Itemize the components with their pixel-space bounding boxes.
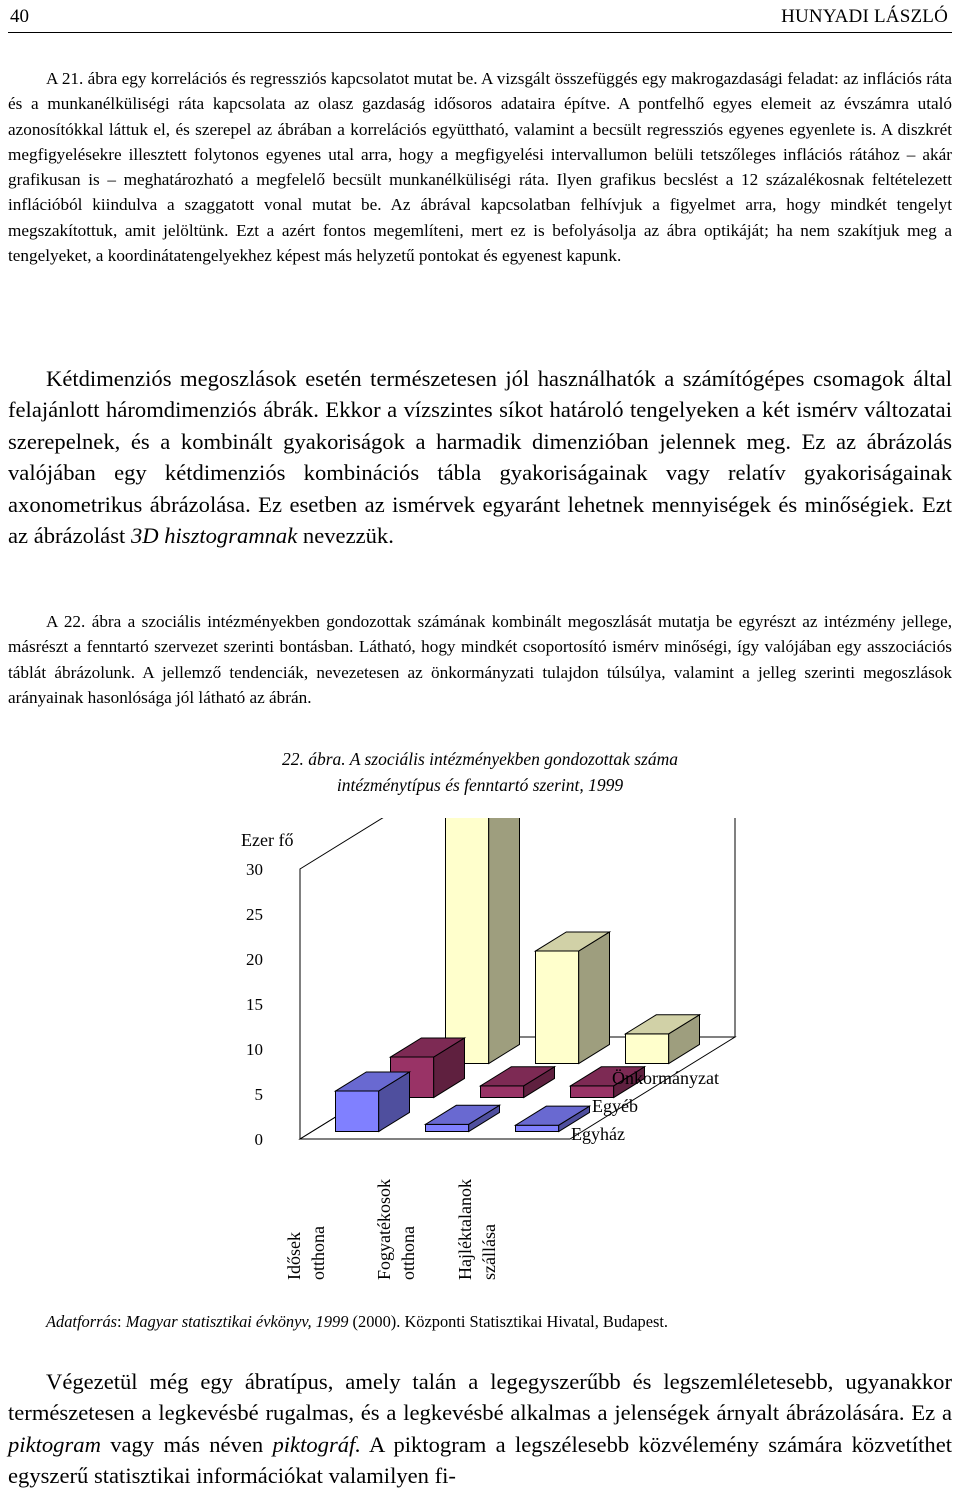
page-number: 40 xyxy=(10,6,29,27)
series-label: Önkormányzat xyxy=(612,1068,719,1088)
source-title: Magyar statisztikai évkönyv, 1999 xyxy=(125,1312,349,1331)
y-tick-label: 10 xyxy=(246,1040,263,1059)
paragraph-figure22: A 22. ábra a szociális intézményekben gondozottak számának kombinált megoszlását mutatja be egyrészt az intézmény jellege, másrészt a fenntartó szervezet szerinti bontásban. Látható, hogy mindkét csoportosító ismérv minőségi, így valójában egy asszociációs táblát ábrázolunk. A jellemző tendenciák, nevezetesen az önkormányzati tulajdon túlsúlya, valamint a jelleg szerinti megoszlások arányainak hasonlósága jól látható az ábrán. xyxy=(8,612,952,707)
bar xyxy=(446,818,520,1064)
paragraph-text: nevezzük. xyxy=(297,523,394,549)
y-tick-label: 20 xyxy=(246,950,263,969)
y-tick-label: 0 xyxy=(254,1130,263,1149)
bar-front-face xyxy=(536,951,579,1064)
bar xyxy=(626,1015,700,1064)
figure-caption-line2: intézménytípus és fenntartó szerint, 1999 xyxy=(336,775,624,795)
paragraph-figure21: A 21. ábra egy korrelációs és regressziós kapcsolatot mutat be. A vizsgált összefüggés egy makrogazdasági feladat: az inflációs ráta és a munkanélküliségi ráta kapcsolata az olasz gazdaság idősoros adataira építve. A pontfelhő egyes elemeit az évszámra utaló azonosítókkal láttuk el, és szerepel az ábrában a korrelációs együttható, valamint a becsült regressziós egyenes egyenlete is. A diszkrét megfigyelésekre illesztett folytonos egyenes utal arra, hogy a megfigyelési intervallumon belüli tetszőleges inflációs rátához – akár grafikusan is – meghatározható a megfelelő becsült munkanélküliségi ráta. Ilyen grafikus becslést a 12 százalékosnak feltételezett inflációból kiindulva a szaggatott vonal mutat be. Az ábrával kapcsolatban felhívjuk a figyelmet arra, hogy mindkét tengelyt megszakítottuk, amit jelöltünk. Ezt a azért fontos megemlíteni, mert ez is befolyásolja az ábra optikáját; ha nem szakítjuk meg a tengelyeket, a koordinátatengelyekhez képest más helyzetű pontokat és egyenest kapunk. xyxy=(8,69,952,266)
series-label: Egyéb xyxy=(592,1096,638,1116)
y-tick-label: 15 xyxy=(246,995,263,1014)
y-tick-label: 25 xyxy=(246,905,263,924)
category-label-line: otthona xyxy=(308,1226,328,1280)
term-3d-histogram: 3D hisztogramnak xyxy=(130,523,298,549)
source-label: Adatforrás xyxy=(46,1312,118,1331)
category-label xyxy=(374,1179,418,1280)
category-label xyxy=(284,1226,328,1280)
bar-front-face xyxy=(626,1034,669,1064)
category-label-line: Hajléktalanok xyxy=(455,1179,475,1280)
term-piktograf: piktográf. xyxy=(272,1431,361,1457)
bar xyxy=(481,1067,555,1098)
running-title: HUNYADI LÁSZLÓ xyxy=(781,6,948,27)
bar-front-face xyxy=(516,1125,559,1131)
y-axis-title: Ezer fő xyxy=(241,830,294,850)
source-sep: : xyxy=(117,1312,126,1331)
bar-front-face xyxy=(446,818,489,1064)
bar-side-face xyxy=(489,818,520,1064)
bar-side-face xyxy=(579,932,610,1064)
category-label-line: otthona xyxy=(398,1226,418,1280)
term-piktogram: piktogram xyxy=(8,1431,101,1457)
page-header xyxy=(8,4,952,33)
bar xyxy=(336,1072,410,1132)
bar xyxy=(426,1105,500,1131)
bar-front-face xyxy=(426,1124,469,1131)
data-source xyxy=(46,1312,668,1332)
y-tick-label: 5 xyxy=(254,1085,263,1104)
paragraph-text: vagy más néven xyxy=(100,1431,273,1457)
figure-caption-line1: 22. ábra. A szociális intézményekben gondozottak száma xyxy=(282,749,678,769)
category-label-line: Idősek xyxy=(284,1232,304,1280)
chart-plot-area xyxy=(241,818,735,1280)
paragraph-3d-histogram xyxy=(8,363,952,551)
paragraph-text: A piktogram a legszélesebb közvélemény számára közvetíthet egyszerű statisztikai információkat valamilyen fi- xyxy=(8,1431,952,1489)
bar-chart-3d xyxy=(0,818,960,1318)
y-tick-label: 30 xyxy=(246,860,263,879)
source-rest: (2000). Központi Statisztikai Hivatal, Budapest. xyxy=(348,1312,669,1331)
bar-front-face xyxy=(481,1086,524,1098)
series-label: Egyház xyxy=(571,1124,625,1144)
paragraph-pictogram xyxy=(8,1366,952,1492)
paragraph-text: Végezetül még egy ábratípus, amely talán a legegyszerűbb és legszemléletesebb, ugyanakkor természetesen a legkevésbé rugalmas, és a legkevésbé alkalmas a jelenségek árnyalt ábrázolására. Ez a xyxy=(8,1369,952,1426)
category-label xyxy=(455,1179,499,1280)
bar xyxy=(536,932,610,1064)
category-label-line: Fogyatékosok xyxy=(374,1179,394,1280)
paragraph-text: Kétdimenziós megoszlások esetén természetesen jól használhatók a számítógépes csomagok által felajánlott háromdimenziós ábrák. Ekkor a vízszintes síkot határoló tengelyeken a két ismérv változatai szerepelnek, és a kombinált gyakoriságok a harmadik dimenzióban jelennek meg. Ez az ábrázolás valójában egy kétdimenziós kombinációs tábla gyakoriságainak vagy relatív gyakoriságainak axonometrikus ábrázolása. Ez esetben az ismérvek egyaránt lehetnek mennyiségek és minőségiek. Ezt az ábrázolást xyxy=(8,366,952,549)
bar-front-face xyxy=(336,1091,379,1132)
category-label-line: szállása xyxy=(479,1224,499,1280)
